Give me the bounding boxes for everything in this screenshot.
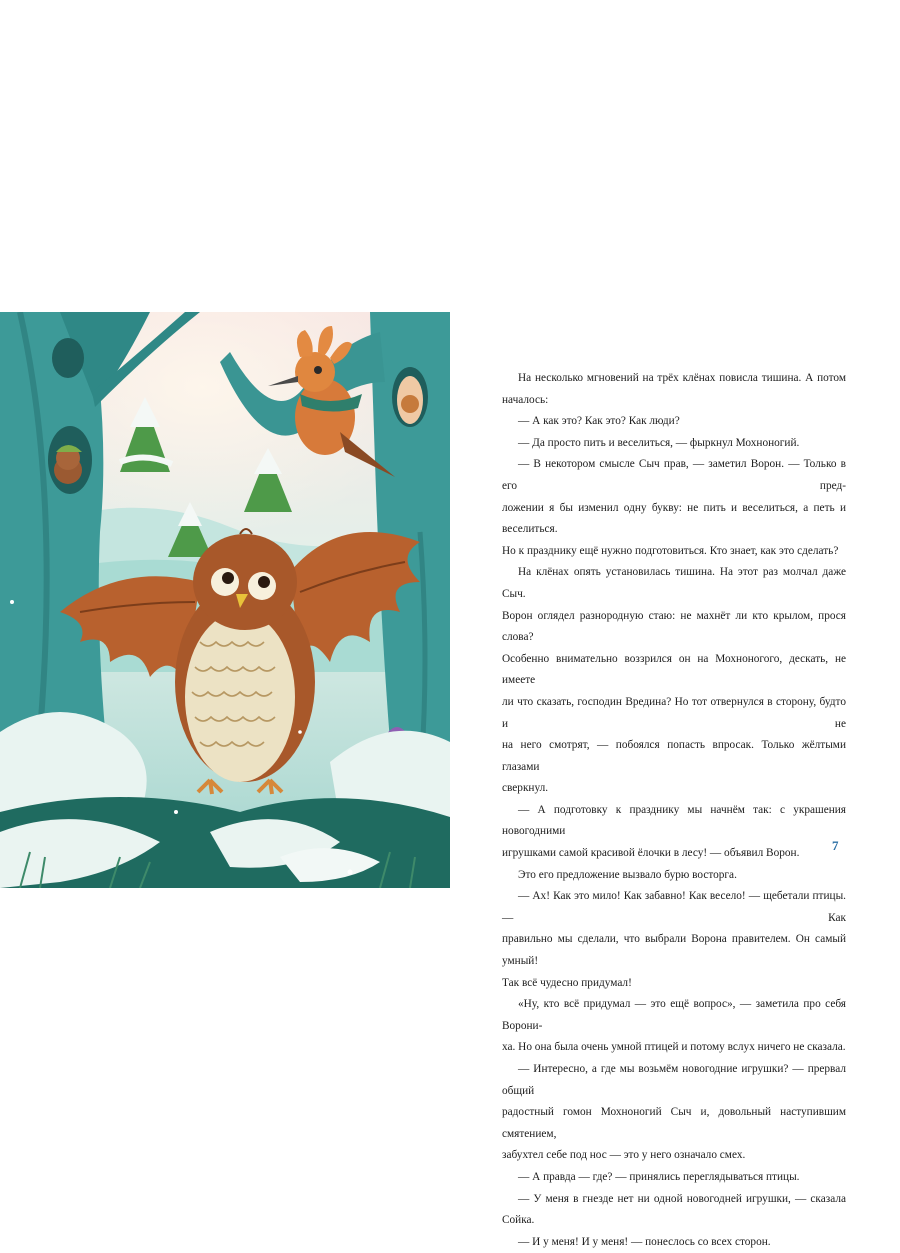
text-line: сверкнул. <box>502 782 549 795</box>
text-line: радостный гомон Мохноногий Сыч и, довольный наступившим смятением, <box>502 1106 846 1140</box>
text-line: — И у меня! И у меня! — понеслось со всех сторон. <box>518 1235 771 1248</box>
owl-winter-forest-illustration <box>0 312 450 888</box>
text-line: ха. Но она была очень умной птицей и потому вслух ничего не сказала. <box>502 1041 846 1054</box>
text-line: — Да просто пить и веселиться, — фыркнул Мохноногий. <box>518 436 800 449</box>
page-number: 7 <box>832 838 839 853</box>
text-line: — А подготовку к празднику мы начнём так: с украшения новогодними <box>502 803 846 838</box>
text-line: — В некотором смысле Сыч прав, — заметил Ворон. — Только в его пред- <box>502 458 846 492</box>
text-line: — А правда — где? — принялись переглядываться птицы. <box>518 1170 800 1183</box>
text-line: Ворон оглядел разнородную стаю: не махнёт ли кто крылом, прося слова? <box>502 609 846 644</box>
text-line: — У меня в гнезде нет ни одной новогодней игрушки, — сказала Сойка. <box>502 1192 846 1227</box>
text-line: — А как это? Как это? Как люди? <box>518 415 680 428</box>
text-line: забухтел себе под нос — это у него означало смех. <box>502 1149 746 1162</box>
text-line: Но к празднику ещё нужно подготовиться. Кто знает, как это сделать? <box>502 544 839 557</box>
text-line: ложении я бы изменил одну букву: не пить и веселиться, а петь и веселиться. <box>502 501 846 536</box>
text-line: на него смотрят, — побоялся попасть впросак. Только жёлтыми глазами <box>502 739 846 773</box>
text-line: Особенно внимательно воззрился он на Мохноногого, дескать, не имеете <box>502 652 846 687</box>
text-line: игрушками самой красивой ёлочки в лесу! — объявил Ворон. <box>502 847 800 860</box>
text-line: Это его предложение вызвало бурю восторга. <box>518 868 737 881</box>
text-page <box>502 368 846 1253</box>
illustration-canvas <box>0 312 450 888</box>
text-line: Так всё чудесно придумал! <box>502 976 632 989</box>
text-line: На несколько мгновений на трёх клёнах повисла тишина. А потом началось: <box>502 372 846 406</box>
text-line: На клёнах опять установилась тишина. На этот раз молчал даже Сыч. <box>502 566 846 600</box>
text-line: — Интересно, а где мы возьмём новогодние игрушки? — прервал общий <box>502 1063 846 1097</box>
text-line: правильно мы сделали, что выбрали Ворона правителем. Он самый умный! <box>502 933 846 968</box>
text-line: ли что сказать, господин Вредина? Но тот отвернулся в сторону, будто и не <box>502 695 846 730</box>
text-line: — Ах! Как это мило! Как забавно! Как весело! — щебетали птицы. — Как <box>502 890 846 924</box>
text-line: «Ну, кто всё придумал — это ещё вопрос», — заметила про себя Ворони- <box>502 998 846 1032</box>
